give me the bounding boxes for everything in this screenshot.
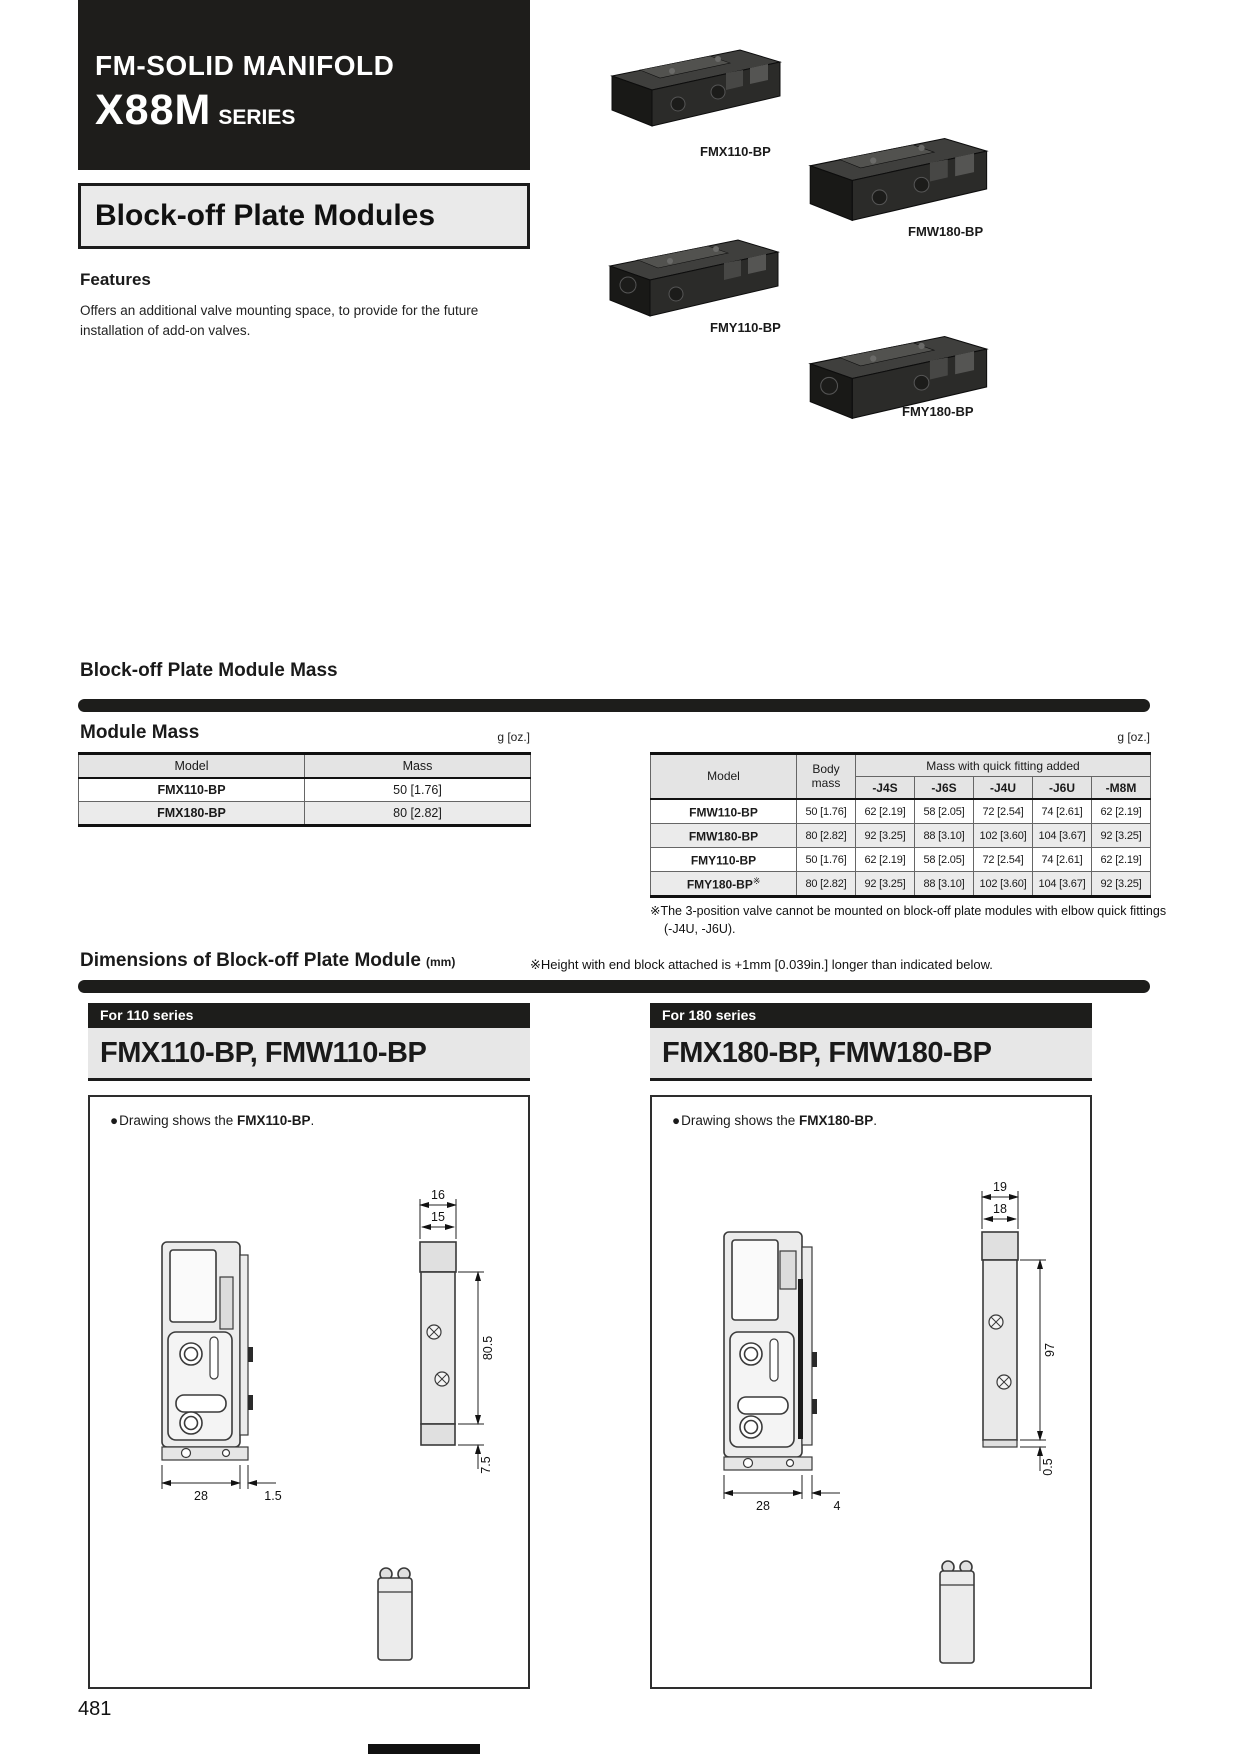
panel-models-110: FMX110-BP, FMW110-BP xyxy=(88,1028,530,1081)
dim-top-outer: 16 xyxy=(431,1188,445,1202)
front-dimensions xyxy=(162,1465,276,1489)
product-label: FMX110-BP xyxy=(700,144,771,159)
mass-cell: 50 [1.76] xyxy=(305,778,531,802)
value-cell: 102 [3.60] xyxy=(974,872,1033,897)
body-mass-cell: 50 [1.76] xyxy=(797,799,856,824)
drawing-note-text: Drawing shows the xyxy=(681,1113,799,1128)
value-cell: 104 [3.67] xyxy=(1033,824,1092,848)
table-footnote: ※The 3-position valve cannot be mounted on block-off plate modules with elbow quick fittings (-J4U, -J6U). xyxy=(650,904,1167,937)
table-header-row xyxy=(651,754,1151,777)
front-dimensions xyxy=(724,1475,840,1499)
section-divider-bar xyxy=(78,980,1150,993)
bottom-view xyxy=(940,1561,974,1663)
header-cell-fitting: -M8M xyxy=(1092,777,1151,800)
value-cell: 62 [2.19] xyxy=(856,799,915,824)
value-cell: 58 [2.05] xyxy=(915,848,974,872)
dimension-drawing-110 xyxy=(90,1147,528,1687)
body-mass-cell: 50 [1.76] xyxy=(797,848,856,872)
brand-title: FM-SOLID MANIFOLD xyxy=(95,50,395,81)
value-cell: 88 [3.10] xyxy=(915,824,974,848)
page-title: Block-off Plate Modules xyxy=(78,183,530,249)
height-footnote: ※Height with end block attached is +1mm [0.039in.] longer than indicated below. xyxy=(530,957,993,972)
model-cell: FMW180-BP xyxy=(688,829,759,844)
front-view xyxy=(724,1232,817,1470)
bullet-icon: ● xyxy=(110,1113,119,1128)
table-row xyxy=(79,802,531,826)
product-label: FMY110-BP xyxy=(710,320,781,335)
mass-cell: 80 [2.82] xyxy=(305,802,531,826)
value-cell: 88 [3.10] xyxy=(915,872,974,897)
body-mass-cell: 80 [2.82] xyxy=(797,824,856,848)
subsection-title-module-mass: Module Mass xyxy=(80,722,200,743)
manifold-module-image xyxy=(598,230,793,330)
dim-top-inner: 15 xyxy=(431,1210,445,1224)
series-tag-180: For 180 series xyxy=(650,1003,1092,1028)
header-cell-mass: Mass xyxy=(305,754,531,779)
header-cell-group: Mass with quick fitting added xyxy=(856,754,1151,777)
value-cell: 74 [2.61] xyxy=(1033,799,1092,824)
table-row xyxy=(651,824,1151,848)
side-view xyxy=(982,1232,1018,1447)
page-number: 481 xyxy=(78,1698,112,1720)
table-row xyxy=(651,872,1151,897)
unit-label-right: g [oz.] xyxy=(1117,730,1150,744)
drawing-box-110 xyxy=(88,1095,530,1689)
section-title-dimensions xyxy=(80,950,455,972)
drawing-note-period: . xyxy=(310,1113,315,1128)
header-cell-model: Model xyxy=(651,754,797,800)
model-cell: FMW110-BP xyxy=(689,805,758,820)
value-cell: 92 [3.25] xyxy=(1092,872,1151,897)
value-cell: 62 [2.19] xyxy=(1092,799,1151,824)
value-cell: 72 [2.54] xyxy=(974,848,1033,872)
dimensions-title-text: Dimensions of Block-off Plate Module xyxy=(80,950,421,971)
fitting-mass-table xyxy=(650,752,1151,898)
dim-width: 28 xyxy=(756,1499,770,1513)
dim-height: 80.5 xyxy=(481,1335,495,1361)
drawing-note-text: Drawing shows the xyxy=(119,1113,237,1128)
value-cell: 72 [2.54] xyxy=(974,799,1033,824)
dimension-drawing-180 xyxy=(652,1147,1090,1687)
dim-top-inner: 18 xyxy=(993,1202,1007,1216)
features-heading: Features xyxy=(80,270,151,289)
table-row xyxy=(651,799,1151,824)
value-cell: 92 [3.25] xyxy=(1092,824,1151,848)
product-photo-fmw180 xyxy=(795,128,1005,238)
side-view xyxy=(420,1242,456,1445)
drawing-note-model: FMX110-BP xyxy=(236,1113,311,1128)
front-view xyxy=(162,1242,253,1460)
dim-offset: 4 xyxy=(833,1499,841,1513)
header-cell-fitting: -J4S xyxy=(856,777,915,800)
product-photo-fmy180 xyxy=(795,326,1005,436)
value-cell: 92 [3.25] xyxy=(856,872,915,897)
manifold-module-image xyxy=(795,128,1005,233)
series-code: X88M xyxy=(95,86,212,134)
drawing-note xyxy=(672,1113,877,1128)
product-label: FMY180-BP xyxy=(902,404,974,419)
features-text: Offers an additional valve mounting space, to provide for the future installation of add-on valves. xyxy=(80,303,479,339)
header-cell-model: Model xyxy=(79,754,305,779)
value-cell: 58 [2.05] xyxy=(915,799,974,824)
ref-mark: ※ xyxy=(752,875,761,886)
drawing-note xyxy=(110,1113,314,1128)
drawing-box-180 xyxy=(650,1095,1092,1689)
bottom-view xyxy=(378,1568,412,1660)
table-row xyxy=(651,848,1151,872)
value-cell: 92 [3.25] xyxy=(856,824,915,848)
series-word: SERIES xyxy=(218,106,296,129)
dim-bottom: 0.5 xyxy=(1041,1458,1055,1476)
drawing-note-period: . xyxy=(873,1113,878,1128)
header-cell-fitting: -J6S xyxy=(915,777,974,800)
product-photo-fmx110 xyxy=(600,40,795,145)
drawing-note-model: FMX180-BP xyxy=(798,1113,874,1128)
dim-top-outer: 19 xyxy=(993,1180,1007,1194)
model-cell: FMY180-BP xyxy=(686,877,753,892)
dim-width: 28 xyxy=(194,1489,208,1503)
series-header-box xyxy=(78,0,530,170)
value-cell: 62 [2.19] xyxy=(856,848,915,872)
unit-label-left: g [oz.] xyxy=(497,730,530,744)
value-cell: 102 [3.60] xyxy=(974,824,1033,848)
header-cell-fitting: -J6U xyxy=(1033,777,1092,800)
dim-bottom: 7.5 xyxy=(479,1456,493,1474)
dim-offset: 1.5 xyxy=(264,1489,282,1503)
module-mass-table xyxy=(78,752,531,827)
value-cell: 74 [2.61] xyxy=(1033,848,1092,872)
series-title xyxy=(95,86,295,135)
model-cell: FMX110-BP xyxy=(79,778,305,802)
body-mass-cell: 80 [2.82] xyxy=(797,872,856,897)
dimensions-unit: (mm) xyxy=(425,955,456,969)
section-divider-bar xyxy=(78,699,1150,712)
header-cell-body-mass: Body mass xyxy=(797,754,856,800)
bullet-icon: ● xyxy=(672,1113,681,1128)
series-tag-110: For 110 series xyxy=(88,1003,530,1028)
value-cell: 62 [2.19] xyxy=(1092,848,1151,872)
model-cell: FMY110-BP xyxy=(690,853,757,868)
value-cell: 104 [3.67] xyxy=(1033,872,1092,897)
dim-height: 97 xyxy=(1043,1343,1057,1357)
section-title-mass: Block-off Plate Module Mass xyxy=(80,660,338,681)
model-cell: FMX180-BP xyxy=(79,802,305,826)
manifold-module-image xyxy=(600,40,795,140)
product-label: FMW180-BP xyxy=(908,224,984,239)
panel-models-180: FMX180-BP, FMW180-BP xyxy=(650,1028,1092,1081)
binding-mark xyxy=(368,1744,480,1754)
table-header-row xyxy=(79,754,531,779)
table-row xyxy=(79,778,531,802)
header-cell-fitting: -J4U xyxy=(974,777,1033,800)
